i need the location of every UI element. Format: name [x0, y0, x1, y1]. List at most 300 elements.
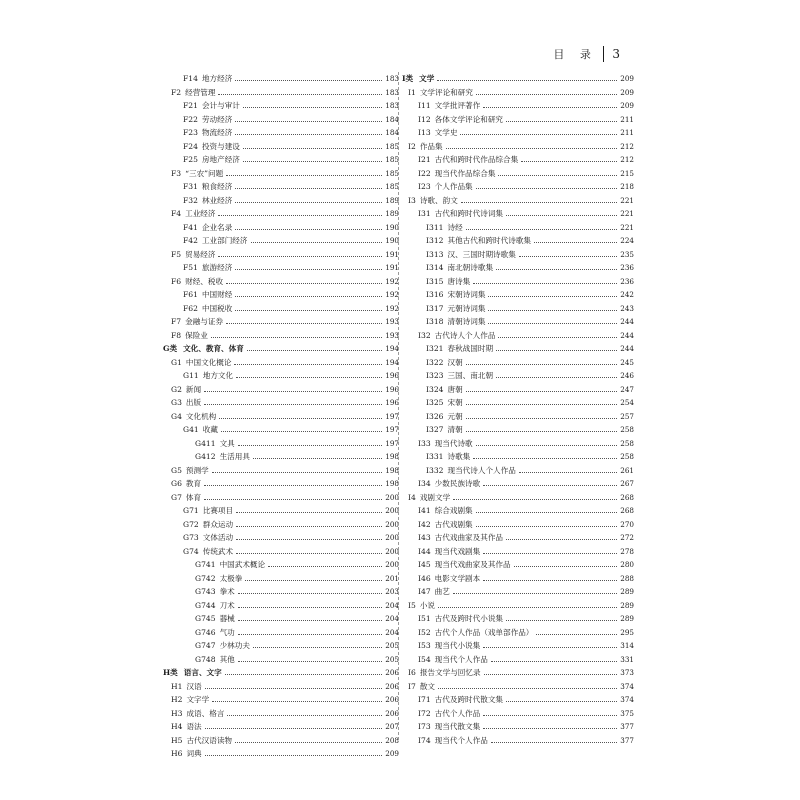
header-divider — [603, 46, 605, 62]
toc-entry-page: 212 — [620, 141, 634, 151]
toc-entry[interactable] — [163, 383, 399, 397]
toc-entry-title: 现当代诗人个人作品 — [447, 465, 516, 475]
toc-entry[interactable] — [402, 572, 634, 586]
toc-entry[interactable] — [163, 734, 399, 748]
dot-leader — [483, 580, 617, 581]
toc-entry[interactable] — [163, 180, 399, 194]
dot-leader — [438, 688, 617, 689]
toc-entry[interactable] — [402, 734, 634, 748]
dot-leader — [521, 161, 617, 162]
dot-leader — [226, 175, 382, 176]
toc-entry-title: 中国文化概论 — [185, 357, 232, 367]
toc-entry[interactable] — [402, 626, 634, 640]
toc-entry-code: G746 — [195, 627, 216, 637]
toc-entry-title: 体育 — [185, 492, 202, 502]
toc-entry-title: 粮食经济 — [201, 182, 233, 192]
toc-entry[interactable] — [163, 302, 399, 316]
toc-entry[interactable] — [163, 194, 399, 208]
toc-entry-page: 201 — [385, 573, 399, 583]
toc-entry[interactable] — [163, 639, 399, 653]
toc-entry-page: 205 — [385, 654, 399, 664]
toc-entry-code: G7 — [171, 492, 182, 502]
toc-entry-page: 190 — [385, 236, 399, 246]
toc-entry-code: H4 — [171, 722, 183, 732]
dot-leader — [238, 593, 383, 594]
toc-entry[interactable] — [402, 207, 634, 221]
toc-entry-title: 小说 — [419, 600, 436, 610]
dot-leader — [219, 418, 382, 419]
toc-entry[interactable] — [402, 113, 634, 127]
toc-entry[interactable] — [163, 545, 399, 559]
toc-entry-code: F62 — [183, 303, 198, 313]
dot-leader — [235, 742, 382, 743]
toc-entry-title: 中国税收 — [201, 303, 233, 313]
dot-leader — [446, 148, 618, 149]
toc-entry[interactable] — [402, 126, 634, 140]
toc-entry[interactable] — [163, 248, 399, 262]
dot-leader — [204, 485, 382, 486]
toc-entry-code: I332 — [426, 465, 444, 475]
toc-entry-code: I44 — [418, 546, 431, 556]
dot-leader — [238, 445, 383, 446]
column-divider — [398, 72, 399, 740]
toc-entry-code: G747 — [195, 641, 216, 651]
dot-leader — [205, 755, 383, 756]
toc-entry-title: 比赛项目 — [202, 506, 234, 516]
toc-entry[interactable] — [163, 221, 399, 235]
toc-entry[interactable] — [163, 261, 399, 275]
toc-entry-title: 古代及跨时代散文集 — [434, 695, 504, 705]
toc-entry-page: 243 — [620, 303, 634, 313]
toc-section-heading[interactable] — [163, 342, 399, 356]
toc-entry[interactable] — [163, 113, 399, 127]
toc-entry-page: 200 — [385, 533, 399, 543]
toc-entry-code: I32 — [418, 330, 431, 340]
toc-entry-title: 教育 — [185, 479, 202, 489]
toc-entry-title: 文学史 — [434, 128, 458, 138]
toc-entry[interactable] — [402, 315, 634, 329]
toc-entry-title: 综合戏剧集 — [434, 506, 473, 516]
toc-entry-page: 204 — [385, 614, 399, 624]
toc-entry-code: I34 — [418, 479, 431, 489]
toc-entry-title: 文字学 — [186, 695, 210, 705]
toc-entry[interactable] — [402, 221, 634, 235]
toc-entry-code: G748 — [195, 654, 216, 664]
toc-entry-page: 196 — [385, 398, 399, 408]
toc-entry[interactable] — [163, 491, 399, 505]
toc-entry-page: 270 — [620, 519, 634, 529]
toc-entry-page: 184 — [385, 128, 399, 138]
toc-entry-title: 诗歌、韵文 — [419, 195, 458, 205]
toc-entry[interactable] — [163, 167, 399, 181]
toc-entry[interactable] — [402, 248, 634, 262]
toc-entry[interactable] — [402, 599, 634, 613]
toc-column-left — [163, 72, 399, 761]
dot-leader — [514, 566, 618, 567]
toc-entry[interactable] — [402, 653, 634, 667]
toc-entry-title: 房地产经济 — [201, 155, 240, 165]
toc-entry-code: I316 — [426, 290, 444, 300]
toc-entry[interactable] — [163, 464, 399, 478]
toc-entry[interactable] — [163, 572, 399, 586]
toc-entry-page: 244 — [620, 317, 634, 327]
toc-entry[interactable] — [163, 693, 399, 707]
toc-entry-title: 贸易经济 — [185, 249, 216, 259]
toc-entry[interactable] — [402, 342, 634, 356]
toc-entry[interactable] — [163, 234, 399, 248]
toc-entry-page: 192 — [385, 276, 399, 286]
toc-entry-page: 196 — [385, 384, 399, 394]
toc-entry[interactable] — [402, 275, 634, 289]
toc-entry-title: 经营管理 — [185, 87, 216, 97]
toc-entry-page: 197 — [385, 411, 399, 421]
toc-entry-code: I11 — [418, 101, 431, 111]
toc-entry-code: I315 — [426, 276, 444, 286]
toc-entry[interactable] — [402, 329, 634, 343]
toc-entry[interactable] — [402, 464, 634, 478]
toc-entry[interactable] — [402, 423, 634, 437]
toc-entry-code: I22 — [418, 168, 431, 178]
toc-entry-page: 221 — [620, 209, 634, 219]
toc-entry-page: 258 — [620, 438, 634, 448]
toc-entry[interactable] — [163, 126, 399, 140]
toc-entry[interactable] — [163, 288, 399, 302]
toc-entry[interactable] — [163, 585, 399, 599]
toc-entry-code: I12 — [418, 114, 431, 124]
toc-entry[interactable] — [163, 207, 399, 221]
toc-entry-title: 劳动经济 — [201, 114, 233, 124]
toc-entry-code: F2 — [171, 87, 182, 97]
toc-entry-page: 206 — [385, 695, 399, 705]
dot-leader — [243, 161, 382, 162]
toc-entry-page: 258 — [620, 425, 634, 435]
toc-entry[interactable] — [163, 599, 399, 613]
toc-entry[interactable] — [163, 720, 399, 734]
dot-leader — [243, 148, 382, 149]
toc-entry[interactable] — [163, 680, 399, 694]
toc-entry-page: 268 — [620, 506, 634, 516]
toc-entry-title: 宋朝 — [447, 398, 463, 408]
toc-entry-code: I312 — [426, 236, 444, 246]
toc-entry[interactable] — [402, 86, 634, 100]
dot-leader — [483, 107, 617, 108]
dot-leader — [460, 134, 617, 135]
toc-entry-title: 少林功夫 — [219, 641, 250, 651]
toc-entry-code: I23 — [418, 182, 431, 192]
toc-entry-page: 185 — [385, 141, 399, 151]
dot-leader — [235, 296, 382, 297]
dot-leader — [484, 674, 618, 675]
toc-entry[interactable] — [163, 396, 399, 410]
toc-entry-page: 206 — [385, 668, 399, 678]
toc-entry[interactable] — [402, 477, 634, 491]
toc-entry-code: F3 — [171, 168, 182, 178]
toc-entry[interactable] — [402, 180, 634, 194]
toc-entry-page: 254 — [620, 398, 634, 408]
toc-entry[interactable] — [163, 531, 399, 545]
toc-section-heading[interactable] — [163, 666, 399, 680]
toc-entry-title: 戏剧文学 — [419, 492, 451, 502]
toc-entry-title: 现当代个人作品 — [434, 654, 488, 664]
toc-entry-code: G741 — [195, 560, 216, 570]
toc-entry-code: G412 — [195, 452, 216, 462]
toc-entry-title: 春秋战国时期 — [447, 344, 494, 354]
toc-entry-page: 204 — [385, 600, 399, 610]
dot-leader — [466, 418, 618, 419]
toc-entry[interactable] — [402, 491, 634, 505]
toc-entry-code: I71 — [418, 695, 431, 705]
toc-entry-page: 221 — [620, 195, 634, 205]
toc-entry-title: 传统武术 — [202, 546, 234, 556]
dot-leader — [204, 404, 382, 405]
toc-entry[interactable] — [402, 396, 634, 410]
toc-entry[interactable] — [402, 234, 634, 248]
dot-leader — [483, 647, 617, 648]
toc-entry-page: 209 — [620, 74, 634, 84]
toc-entry-page: 224 — [620, 236, 634, 246]
toc-entry-code: G411 — [195, 438, 216, 448]
toc-entry[interactable] — [163, 315, 399, 329]
toc-entry-code: I72 — [418, 708, 431, 718]
dot-leader — [238, 661, 383, 662]
toc-entry[interactable] — [402, 302, 634, 316]
toc-entry[interactable] — [402, 707, 634, 721]
toc-entry-code: F51 — [183, 263, 198, 273]
dot-leader — [212, 701, 382, 702]
dot-leader — [534, 242, 617, 243]
toc-entry-page: 200 — [385, 519, 399, 529]
toc-entry[interactable] — [402, 558, 634, 572]
toc-entry[interactable] — [402, 153, 634, 167]
toc-entry-code: I311 — [426, 222, 444, 232]
toc-entry-title: 古代个人作品 — [434, 708, 481, 718]
toc-entry-page: 183 — [385, 74, 399, 84]
toc-entry[interactable] — [402, 261, 634, 275]
dot-leader — [466, 431, 618, 432]
dot-leader — [483, 728, 617, 729]
toc-entry[interactable] — [402, 504, 634, 518]
toc-entry[interactable] — [402, 369, 634, 383]
toc-entry-page: 267 — [620, 479, 634, 489]
dot-leader — [235, 202, 382, 203]
toc-entry[interactable] — [402, 585, 634, 599]
toc-entry-title: 其他 — [219, 654, 235, 664]
toc-entry[interactable] — [402, 194, 634, 208]
toc-entry-title: 器械 — [219, 614, 235, 624]
dot-leader — [483, 715, 617, 716]
toc-entry[interactable] — [163, 329, 399, 343]
toc-entry-page: 374 — [620, 695, 634, 705]
toc-entry-title: 语言、文字 — [183, 668, 222, 678]
toc-entry[interactable] — [402, 545, 634, 559]
toc-entry-page: 183 — [385, 101, 399, 111]
dot-leader — [236, 526, 382, 527]
toc-entry[interactable] — [163, 518, 399, 532]
toc-entry-code: F61 — [183, 290, 198, 300]
toc-entry-code: F21 — [183, 101, 198, 111]
dot-leader — [476, 512, 618, 513]
toc-entry-page: 236 — [620, 263, 634, 273]
toc-entry[interactable] — [402, 666, 634, 680]
toc-entry-title: 汉朝 — [447, 357, 463, 367]
toc-entry-title: 作品集 — [419, 141, 443, 151]
dot-leader — [226, 283, 382, 284]
toc-entry[interactable] — [402, 356, 634, 370]
toc-entry-page: 261 — [620, 465, 634, 475]
toc-entry-title: 古代戏剧集 — [434, 519, 473, 529]
dot-leader — [218, 94, 382, 95]
toc-entry-page: 183 — [385, 87, 399, 97]
toc-entry-page: 257 — [620, 411, 634, 421]
toc-entry-title: 生活用具 — [219, 452, 250, 462]
toc-entry-title: 诗经 — [447, 222, 463, 232]
toc-entry[interactable] — [402, 140, 634, 154]
toc-entry-title: 各体文学评论和研究 — [434, 114, 504, 124]
toc-entry-title: 物流经济 — [201, 128, 233, 138]
toc-entry-title: 文化、教育、体育 — [183, 344, 244, 354]
toc-entry-code: F41 — [183, 222, 198, 232]
dot-leader — [466, 364, 618, 365]
dot-leader — [226, 323, 382, 324]
dot-leader — [236, 512, 382, 513]
dot-leader — [205, 688, 383, 689]
toc-entry[interactable] — [163, 707, 399, 721]
dot-leader — [234, 364, 382, 365]
toc-entry-code: G71 — [183, 506, 199, 516]
toc-entry-page: 295 — [620, 627, 634, 637]
toc-entry[interactable] — [163, 86, 399, 100]
toc-entry-code: H2 — [171, 695, 183, 705]
toc-entry[interactable] — [402, 693, 634, 707]
toc-entry-page: 198 — [385, 479, 399, 489]
toc-entry-title: 文体活动 — [202, 533, 234, 543]
toc-section-heading[interactable] — [402, 72, 634, 86]
toc-entry-code: G11 — [183, 371, 199, 381]
toc-entry[interactable] — [163, 626, 399, 640]
dot-leader — [235, 80, 382, 81]
toc-entry-title: 现当代诗歌 — [434, 438, 473, 448]
toc-entry-code: I73 — [418, 722, 431, 732]
dot-leader — [506, 539, 617, 540]
toc-entry-code: F23 — [183, 128, 198, 138]
toc-entry-title: 唐诗集 — [447, 276, 471, 286]
toc-entry[interactable] — [163, 612, 399, 626]
toc-entry[interactable] — [163, 410, 399, 424]
toc-entry-code: I47 — [418, 587, 431, 597]
toc-entry-code: I41 — [418, 506, 431, 516]
toc-entry[interactable] — [163, 504, 399, 518]
dot-leader — [253, 647, 382, 648]
toc-entry[interactable] — [163, 153, 399, 167]
toc-entry-page: 194 — [385, 357, 399, 367]
toc-entry-page: 280 — [620, 560, 634, 570]
toc-entry[interactable] — [163, 369, 399, 383]
toc-entry-page: 185 — [385, 155, 399, 165]
toc-entry[interactable] — [163, 140, 399, 154]
toc-entry-code: I323 — [426, 371, 444, 381]
dot-leader — [483, 485, 617, 486]
toc-entry-page: 205 — [385, 641, 399, 651]
toc-entry-title: 太极拳 — [219, 573, 243, 583]
toc-entry[interactable] — [402, 639, 634, 653]
toc-entry[interactable] — [402, 99, 634, 113]
dot-leader — [238, 607, 383, 608]
toc-entry-title: 气功 — [219, 627, 235, 637]
toc-entry-title: 南北朝诗歌集 — [447, 263, 494, 273]
dot-leader — [245, 580, 382, 581]
toc-entry[interactable] — [163, 423, 399, 437]
dot-leader — [235, 134, 382, 135]
toc-entry[interactable] — [163, 72, 399, 86]
toc-entry[interactable] — [402, 531, 634, 545]
toc-entry[interactable] — [402, 518, 634, 532]
toc-entry-title: 中国武术概论 — [219, 560, 266, 570]
toc-entry-title: 诗歌集 — [447, 452, 471, 462]
dot-leader — [476, 188, 618, 189]
toc-entry-page: 197 — [385, 438, 399, 448]
toc-entry[interactable] — [402, 612, 634, 626]
toc-entry[interactable] — [402, 383, 634, 397]
toc-entry-code: I314 — [426, 263, 444, 273]
toc-entry-page: 191 — [385, 263, 399, 273]
toc-entry[interactable] — [163, 477, 399, 491]
toc-entry[interactable] — [163, 747, 399, 761]
dot-leader — [218, 215, 382, 216]
toc-entry[interactable] — [163, 558, 399, 572]
toc-entry-code: I31 — [418, 209, 431, 219]
toc-entry[interactable] — [402, 437, 634, 451]
toc-entry-title: 企业名录 — [201, 222, 233, 232]
toc-entry-page: 289 — [620, 614, 634, 624]
toc-entry-title: 现当代小说集 — [434, 641, 481, 651]
toc-entry-code: G745 — [195, 614, 216, 624]
toc-entry[interactable] — [402, 167, 634, 181]
toc-entry-title: 个人作品集 — [434, 182, 473, 192]
toc-entry-page: 206 — [385, 708, 399, 718]
toc-entry[interactable] — [402, 720, 634, 734]
toc-entry[interactable] — [163, 275, 399, 289]
toc-entry[interactable] — [402, 680, 634, 694]
toc-entry-code: I7 — [408, 681, 416, 691]
toc-column-right — [402, 72, 634, 747]
toc-entry-title: 刀术 — [219, 600, 235, 610]
toc-entry-code: I33 — [418, 438, 431, 448]
toc-entry-page: 377 — [620, 735, 634, 745]
dot-leader — [483, 553, 617, 554]
toc-entry[interactable] — [163, 450, 399, 464]
toc-entry-page: 194 — [385, 344, 399, 354]
toc-entry-page: 200 — [385, 506, 399, 516]
toc-entry-code: I13 — [418, 128, 431, 138]
dot-leader — [227, 715, 382, 716]
toc-entry[interactable] — [163, 99, 399, 113]
dot-leader — [491, 661, 617, 662]
toc-entry[interactable] — [402, 450, 634, 464]
toc-entry-page: 184 — [385, 114, 399, 124]
toc-entry-title: 地方文化 — [202, 371, 234, 381]
toc-entry[interactable] — [163, 653, 399, 667]
toc-entry-title: 古代及跨时代小说集 — [434, 614, 504, 624]
toc-entry[interactable] — [402, 410, 634, 424]
toc-entry-code: I43 — [418, 533, 431, 543]
toc-entry[interactable] — [402, 288, 634, 302]
toc-entry[interactable] — [163, 356, 399, 370]
toc-entry-code: G743 — [195, 587, 216, 597]
toc-entry[interactable] — [163, 437, 399, 451]
toc-entry-page: 375 — [620, 708, 634, 718]
dot-leader — [473, 458, 617, 459]
toc-entry-title: 中国财经 — [201, 290, 233, 300]
